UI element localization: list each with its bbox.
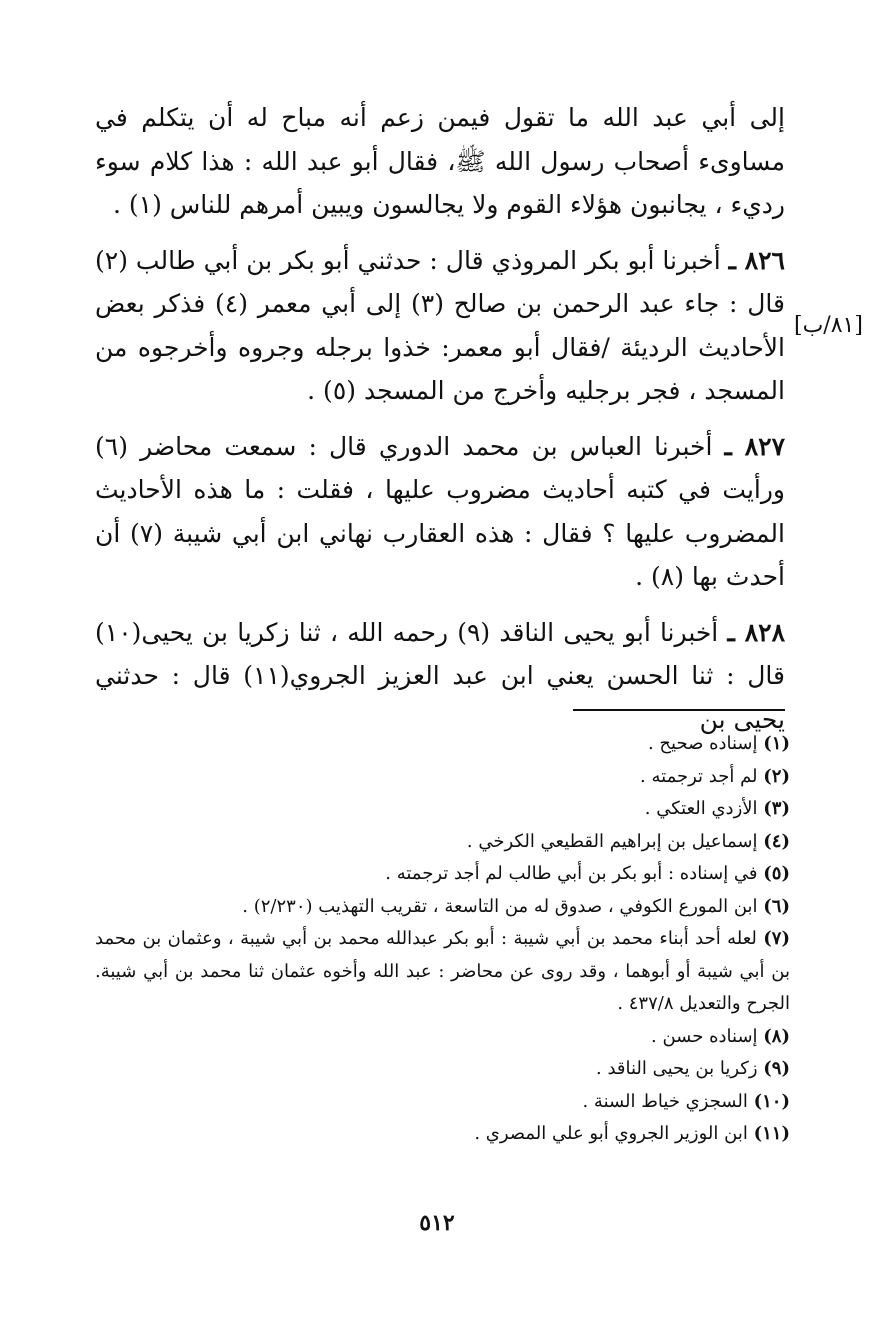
- footnotes: [95, 728, 790, 1151]
- paragraph-number: ٨٢٧ ـ: [724, 431, 786, 461]
- footnote-number: (٩): [763, 1058, 790, 1079]
- footnote-4: [95, 826, 790, 859]
- footnote-number: (٧): [763, 928, 790, 949]
- main-text: [95, 96, 785, 753]
- page-number: ٥١٢: [419, 1210, 455, 1236]
- footnote-text: زكريا بن يحيى الناقد .: [596, 1058, 758, 1079]
- footnote-11: [95, 1118, 790, 1151]
- footnote-text: إسماعيل بن إبراهيم القطيعي الكرخي .: [466, 830, 758, 852]
- footnote-text: في إسناده : أبو بكر بن أبي طالب لم أجد ترجمته .: [385, 863, 758, 884]
- footnote-5: [95, 858, 790, 891]
- footnote-number: (٤): [763, 830, 790, 852]
- footnote-10: [95, 1086, 790, 1119]
- footnote-3: [95, 793, 790, 826]
- paragraph-continuation: [95, 96, 785, 227]
- footnote-separator: [573, 709, 785, 711]
- footnote-text: لم أجد ترجمته .: [640, 765, 758, 787]
- paragraph-number: ٨٢٦ ـ: [728, 245, 785, 275]
- paragraph-828: [95, 611, 785, 742]
- footnote-1: [95, 728, 790, 761]
- footnote-number: (١١): [753, 1123, 790, 1144]
- footnote-text: ابن الوزير الجروي أبو علي المصري .: [474, 1123, 748, 1144]
- paragraph-text: أخبرنا أبو بكر المروذي قال : حدثني أبو بكر بن أبي طالب (٢) قال : جاء عبد الرحمن بن صالح (٣) إلى أبي معمر (٤) فذكر بعض الأحاديث الرديئة /فقال أبو معمر: خذوا برجله وجروه وأخرجوه من المسجد ، فجر برجليه وأخرج من المسجد (٥) .: [95, 245, 785, 405]
- footnote-number: (٦): [763, 895, 790, 917]
- footnote-6: [95, 891, 790, 924]
- footnote-number: (٥): [763, 863, 790, 884]
- footnote-number: (٢): [763, 765, 790, 787]
- paragraph-826: [95, 239, 785, 413]
- margin-folio-note: [٨١/ب]: [794, 313, 863, 338]
- footnote-2: [95, 761, 790, 794]
- paragraph-text: أخبرنا أبو يحيى الناقد (٩) رحمه الله ، ثنا زكريا بن يحيى(١٠) قال : ثنا الحسن يعني ابن عبد العزيز الجروي(١١) قال : حدثني يحيى بن: [95, 617, 785, 734]
- footnote-text: الأزدي العتكي .: [644, 798, 758, 819]
- footnote-number: (٣): [763, 798, 790, 819]
- footnote-8: [95, 1021, 790, 1054]
- footnote-number: (١٠): [753, 1090, 790, 1112]
- paragraph-text: أخبرنا العباس بن محمد الدوري قال : سمعت محاضر (٦) ورأيت في كتبه أحاديث مضروب عليها ، فقلت : ما هذه الأحاديث المضروب عليها ؟ فقال : هذه العقارب نهاني ابن أبي شيبة (٧) أن أحدث بها (٨) .: [95, 431, 785, 591]
- paragraph-number: ٨٢٨ ـ: [727, 617, 786, 647]
- paragraph-text: إلى أبي عبد الله ما تقول فيمن زعم أنه مباح له أن يتكلم في مساوىء أصحاب رسول الله ﷺ، فقال أبو عبد الله : هذا كلام سوء رديء ، يجانبون هؤلاء القوم ولا يجالسون ويبين أمرهم للناس (١) .: [95, 103, 785, 219]
- footnote-7: [95, 923, 790, 1021]
- footnote-number: (١): [763, 733, 790, 754]
- footnote-text: ابن المورع الكوفي ، صدوق له من التاسعة ، تقريب التهذيب (٢/٢٣٠) .: [242, 895, 758, 917]
- footnote-text: لعله أحد أبناء محمد بن أبي شيبة : أبو بكر عبدالله محمد بن أبي شيبة ، وعثمان بن محمد بن أبي شيبة أو أبوهما ، وقد روى عن محاضر : عبد الله وأخوه عثمان ثنا محمد بن أبي شيبة. الجرح والتعديل ٤٣٧/٨ .: [95, 928, 790, 1014]
- paragraph-827: [95, 425, 785, 599]
- footnote-9: [95, 1053, 790, 1086]
- footnote-text: إسناده صحيح .: [647, 733, 758, 754]
- footnote-number: (٨): [763, 1025, 790, 1047]
- footnote-text: إسناده حسن .: [651, 1025, 758, 1047]
- footnote-text: السجزي خياط السنة .: [582, 1090, 748, 1112]
